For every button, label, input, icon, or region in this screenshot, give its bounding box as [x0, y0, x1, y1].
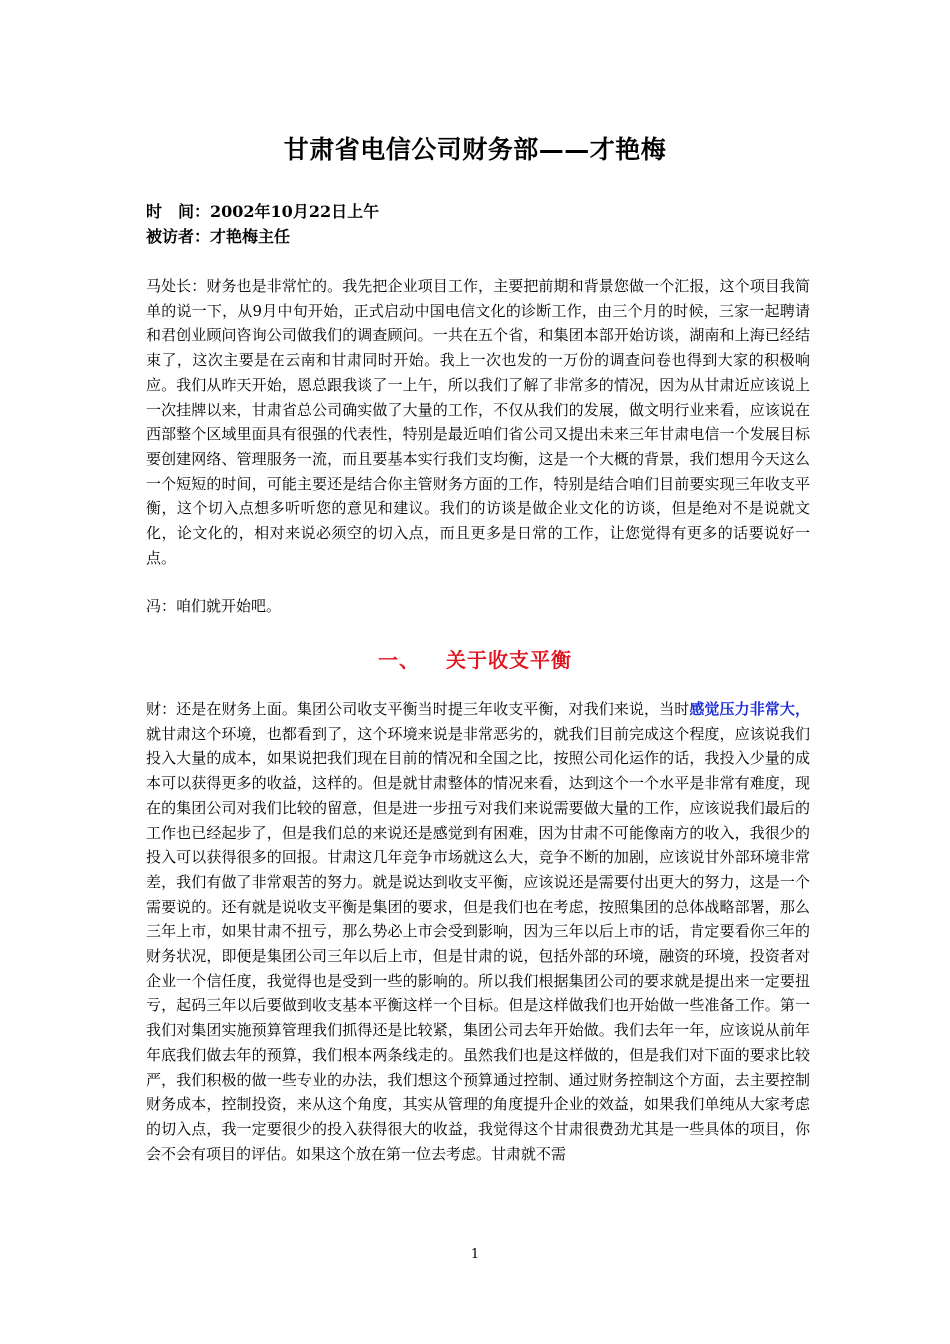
interviewee-label: 被访者：: [146, 227, 211, 246]
page-number: 1: [470, 1247, 480, 1262]
paragraph-cai-after: 就甘肃这个环境，也都看到了，这个环境来说是非常恶劣的，就我们目前完成这个程度，应该说我们投入大量的成本，如果说把我们现在目前的情况和全国之比，按照公司化运作的话，我投入少量的成本可以获得更多的收益，这样的。但是就甘肃整体的情况来看，达到这个一个水平是非常有难度，现在的集团公司对我们比较的留意，但是进一步扭亏对我们来说需要做大量的工作，应该说我们最后的工作也已经起步了，但是我们总的来说还是感觉到有困难，因为甘肃不可能像南方的收入，我很少的投入可以获得很多的回报。甘肃这几年竞争市场就这么大，竞争不断的加剧，应该说甘外部环境非常差，我们有做了非常艰苦的努力。就是说达到收支平衡，应该说还是需要付出更大的努力，这是一个需要说的。还有就是说收支平衡是集团的要求，但是我们也在考虑，按照集团的总体战略部署，那么三年上市，如果甘肃不扭亏，那么势必上市会受到影响，因为三年以后上市的话，肯定要看你三年的财务状况，即便是集团公司三年以后上市，但是甘肃的说，包括外部的环境，融资的环境，投资者对企业一个信任度，我觉得也是受到一些的影响的。所以我们根据集团公司的要求就是提出来一定要扭亏，起码三年以后要做到收支基本平衡这样一个目标。但是这样做我们也开始做一些准备工作。第一我们对集团实施预算管理我们抓得还是比较紧，集团公司去年开始做。我们去年一年，应该说从前年年底我们做去年的预算，我们根本两条线走的。虽然我们也是这样做的，但是我们对下面的要求比较严，我们积极的做一些专业的办法，我们想这个预算通过控制、通过财务控制这个方面，去主要控制财务成本，控制投资，来从这个角度，其实从管理的角度提升企业的效益，如果我们单纯从大家考虑的切入点，我一定要很少的投入获得很大的收益，我觉得这个甘肃很费劲尤其是一些具体的项目，你会不会有项目的评估。如果这个放在第一位去考虑。甘肃就不需: [146, 724, 810, 1163]
interview-time-value: 2002年10月22日上午: [210, 202, 380, 221]
interviewee-line: [146, 224, 379, 249]
section-title: 关于收支平衡: [446, 648, 572, 672]
interviewee-value: 才艳梅主任: [210, 227, 291, 246]
interview-time-label: 时 间：: [146, 202, 211, 221]
paragraph-cai: [146, 697, 810, 1166]
section-heading: [0, 644, 950, 676]
paragraph-intro: 马处长：财务也是非常忙的。我先把企业项目工作，主要把前期和背景您做一个汇报，这个项目我简单的说一下，从9月中旬开始，正式启动中国电信文化的诊断工作，由三个月的时候，三家一起聘请和君创业顾问咨询公司做我们的调查顾问。一共在五个省，和集团本部开始访谈，湖南和上海已经结束了，这次主要是在云南和甘肃同时开始。我上一次也发的一万份的调查问卷也得到大家的积极响应。我们从昨天开始，恩总跟我谈了一上午，所以我们了解了非常多的情况，因为从甘肃近应该说上一次挂牌以来，甘肃省总公司确实做了大量的工作，不仅从我们的发展，做文明行业来看，应该说在西部整个区域里面具有很强的代表性，特别是最近咱们省公司又提出未来三年甘肃电信一个发展目标要创建网络、管理服务一流，而且要基本实行我们支均衡，这是一个大概的背景，我们想用今天这么一个短短的时间，可能主要还是结合你主管财务方面的工作，特别是结合咱们目前要实现三年收支平衡，这个切入点想多听听您的意见和建议。我们的访谈是做企业文化的访谈，但是绝对不是说就文化，论文化的，相对来说必须空的切入点，而且更多是日常的工作，让您觉得有更多的话要说好一点。: [146, 277, 810, 567]
paragraph-cai-before: 财：还是在财务上面。集团公司收支平衡当时提三年收支平衡，对我们来说，当时: [146, 700, 690, 718]
interview-meta: [146, 199, 379, 249]
paragraph-cai-emphasis: 感觉压力非常大，: [689, 700, 810, 718]
document-title: 甘肃省电信公司财务部——才艳梅: [283, 135, 667, 164]
paragraph-feng: 冯：咱们就开始吧。: [146, 597, 282, 615]
section-number: 一、: [378, 648, 420, 672]
interview-time-line: [146, 199, 379, 224]
